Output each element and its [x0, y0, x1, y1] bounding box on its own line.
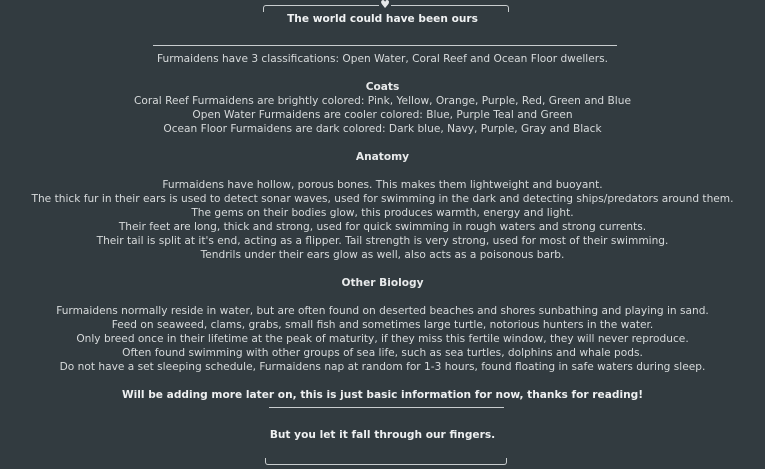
closing-note: Will be adding more later on, this is just basic information for now, thanks for reading! — [121, 389, 644, 401]
coats-heading: Coats — [365, 81, 400, 93]
biology-line: Feed on seaweed, clams, grabs, small fish and sometimes large turtle, notorious hunters in the water. — [111, 319, 654, 331]
biology-line: Do not have a set sleeping schedule, Furmaidens nap at random for 1-3 hours, found floating in safe waters during sleep. — [59, 361, 706, 373]
biology-line: Often found swimming with other groups of sea life, such as sea turtles, dolphins and whale pods. — [122, 347, 643, 359]
other-biology-heading: Other Biology — [341, 277, 424, 289]
anatomy-line: Their tail is split at it's end, acting as a flipper. Tail strength is very strong, used for most of their swimming. — [96, 235, 669, 247]
anatomy-line: Their feet are long, thick and strong, used for quick swimming in rough waters and strong currents. — [118, 221, 647, 233]
anatomy-line: The thick fur in their ears is used to detect sonar waves, used for swimming in the dark and detecting ships/predators around them. — [31, 193, 734, 205]
coats-line: Coral Reef Furmaidens are brightly colored: Pink, Yellow, Orange, Purple, Red, Green and Blue — [134, 95, 631, 107]
heart-icon: ♥ — [380, 0, 390, 11]
coats-line: Open Water Furmaidens are cooler colored: Blue, Purple Teal and Green — [192, 109, 573, 121]
divider-top — [153, 45, 617, 46]
anatomy-line: Tendrils under their ears glow as well, also acts as a poisonous barb. — [200, 249, 565, 261]
anatomy-heading: Anatomy — [355, 151, 410, 163]
coats-line: Ocean Floor Furmaidens are dark colored: Dark blue, Navy, Purple, Gray and Black — [163, 123, 602, 135]
biology-line: Only breed once in their lifetime at the peak of maturity, if they miss this fertile window, they will never reproduce. — [76, 333, 689, 345]
bottom-quote: But you let it fall through our fingers. — [269, 429, 496, 441]
biology-line: Furmaidens normally reside in water, but are often found on deserted beaches and shores sunbathing and playing in sand. — [56, 305, 709, 317]
intro-text: Furmaidens have 3 classifications: Open Water, Coral Reef and Ocean Floor dwellers. — [156, 53, 609, 65]
anatomy-line: Furmaidens have hollow, porous bones. This makes them lightweight and buoyant. — [162, 179, 603, 191]
divider-bottom — [269, 407, 504, 408]
anatomy-line: The gems on their bodies glow, this produces warmth, energy and light. — [191, 207, 574, 219]
top-quote: The world could have been ours — [287, 13, 478, 25]
bottom-frame-ornament — [265, 458, 507, 465]
